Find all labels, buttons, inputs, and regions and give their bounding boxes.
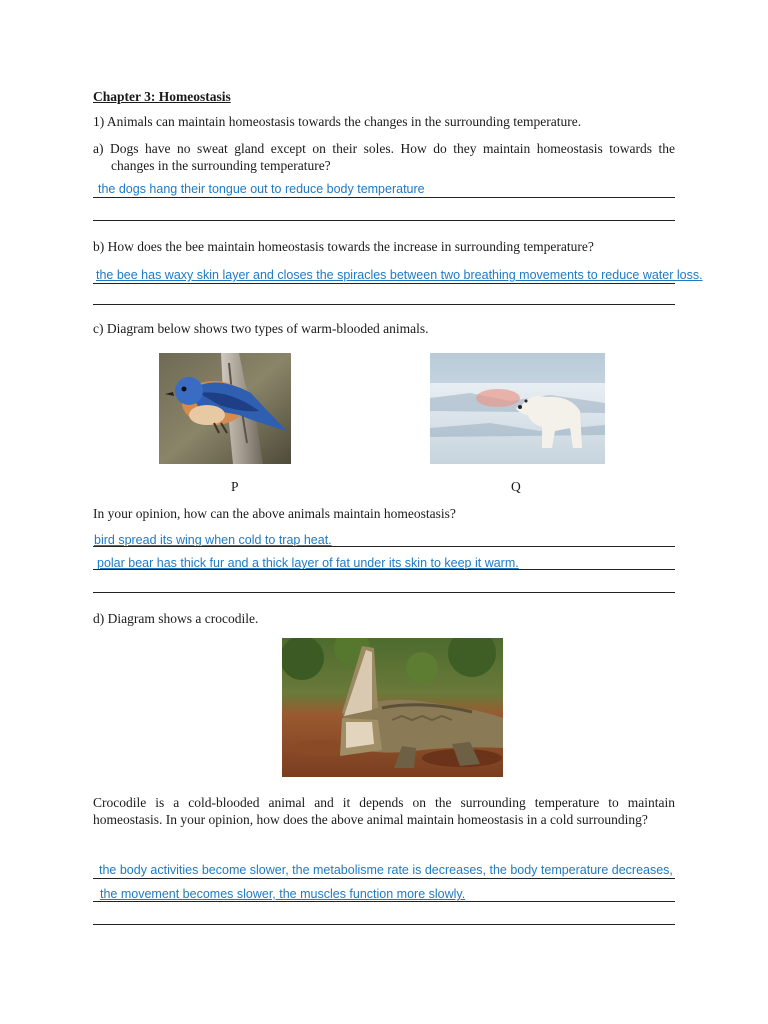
- question-d-line2: homeostasis. In your opinion, how does the above animal maintain homeostasis in a cold surrounding?: [93, 812, 648, 827]
- question-a-line2: changes in the surrounding temperature?: [111, 158, 331, 173]
- question-b: b) How does the bee maintain homeostasis towards the increase in surrounding temperature?: [93, 239, 594, 254]
- question-d: d) Diagram shows a crocodile.: [93, 611, 259, 626]
- bluebird-image: [159, 353, 291, 464]
- answer-line: [93, 283, 675, 284]
- chapter-title: Chapter 3: Homeostasis: [93, 89, 231, 104]
- answer-line: [93, 304, 675, 305]
- question-c: c) Diagram below shows two types of warm-blooded animals.: [93, 321, 429, 336]
- answer-line: [93, 197, 675, 198]
- answer-line: [93, 924, 675, 925]
- question-c-prompt: In your opinion, how can the above animals maintain homeostasis?: [93, 506, 456, 521]
- answer-line: [93, 569, 675, 570]
- answer-line: [93, 878, 675, 879]
- answer-line: [93, 220, 675, 221]
- answer-c-2: polar bear has thick fur and a thick layer of fat under its skin to keep it warm.: [97, 556, 519, 570]
- answer-d-1: the body activities become slower, the metabolisme rate is decreases, the body temperature decreases,: [99, 863, 673, 877]
- question-d-line1: Crocodile is a cold-blooded animal and it depends on the surrounding temperature to maintain: [93, 795, 675, 810]
- crocodile-image: [282, 638, 503, 777]
- answer-line: [93, 592, 675, 593]
- answer-line: [93, 546, 675, 547]
- label-p: P: [231, 479, 239, 494]
- answer-a: the dogs hang their tongue out to reduce body temperature: [98, 182, 425, 196]
- answer-line: [93, 901, 675, 902]
- answer-c-1: bird spread its wing when cold to trap heat.: [94, 533, 332, 547]
- question-a-line1: a) Dogs have no sweat gland except on their soles. How do they maintain homeostasis towards the: [93, 141, 675, 156]
- answer-d-2: the movement becomes slower, the muscles function more slowly.: [100, 887, 466, 901]
- label-q: Q: [511, 479, 521, 494]
- polar-bear-image: [430, 353, 605, 464]
- question-1: 1) Animals can maintain homeostasis towards the changes in the surrounding temperature.: [93, 114, 582, 129]
- answer-b: the bee has waxy skin layer and closes the spiracles between two breathing movements to reduce water loss.: [96, 268, 703, 282]
